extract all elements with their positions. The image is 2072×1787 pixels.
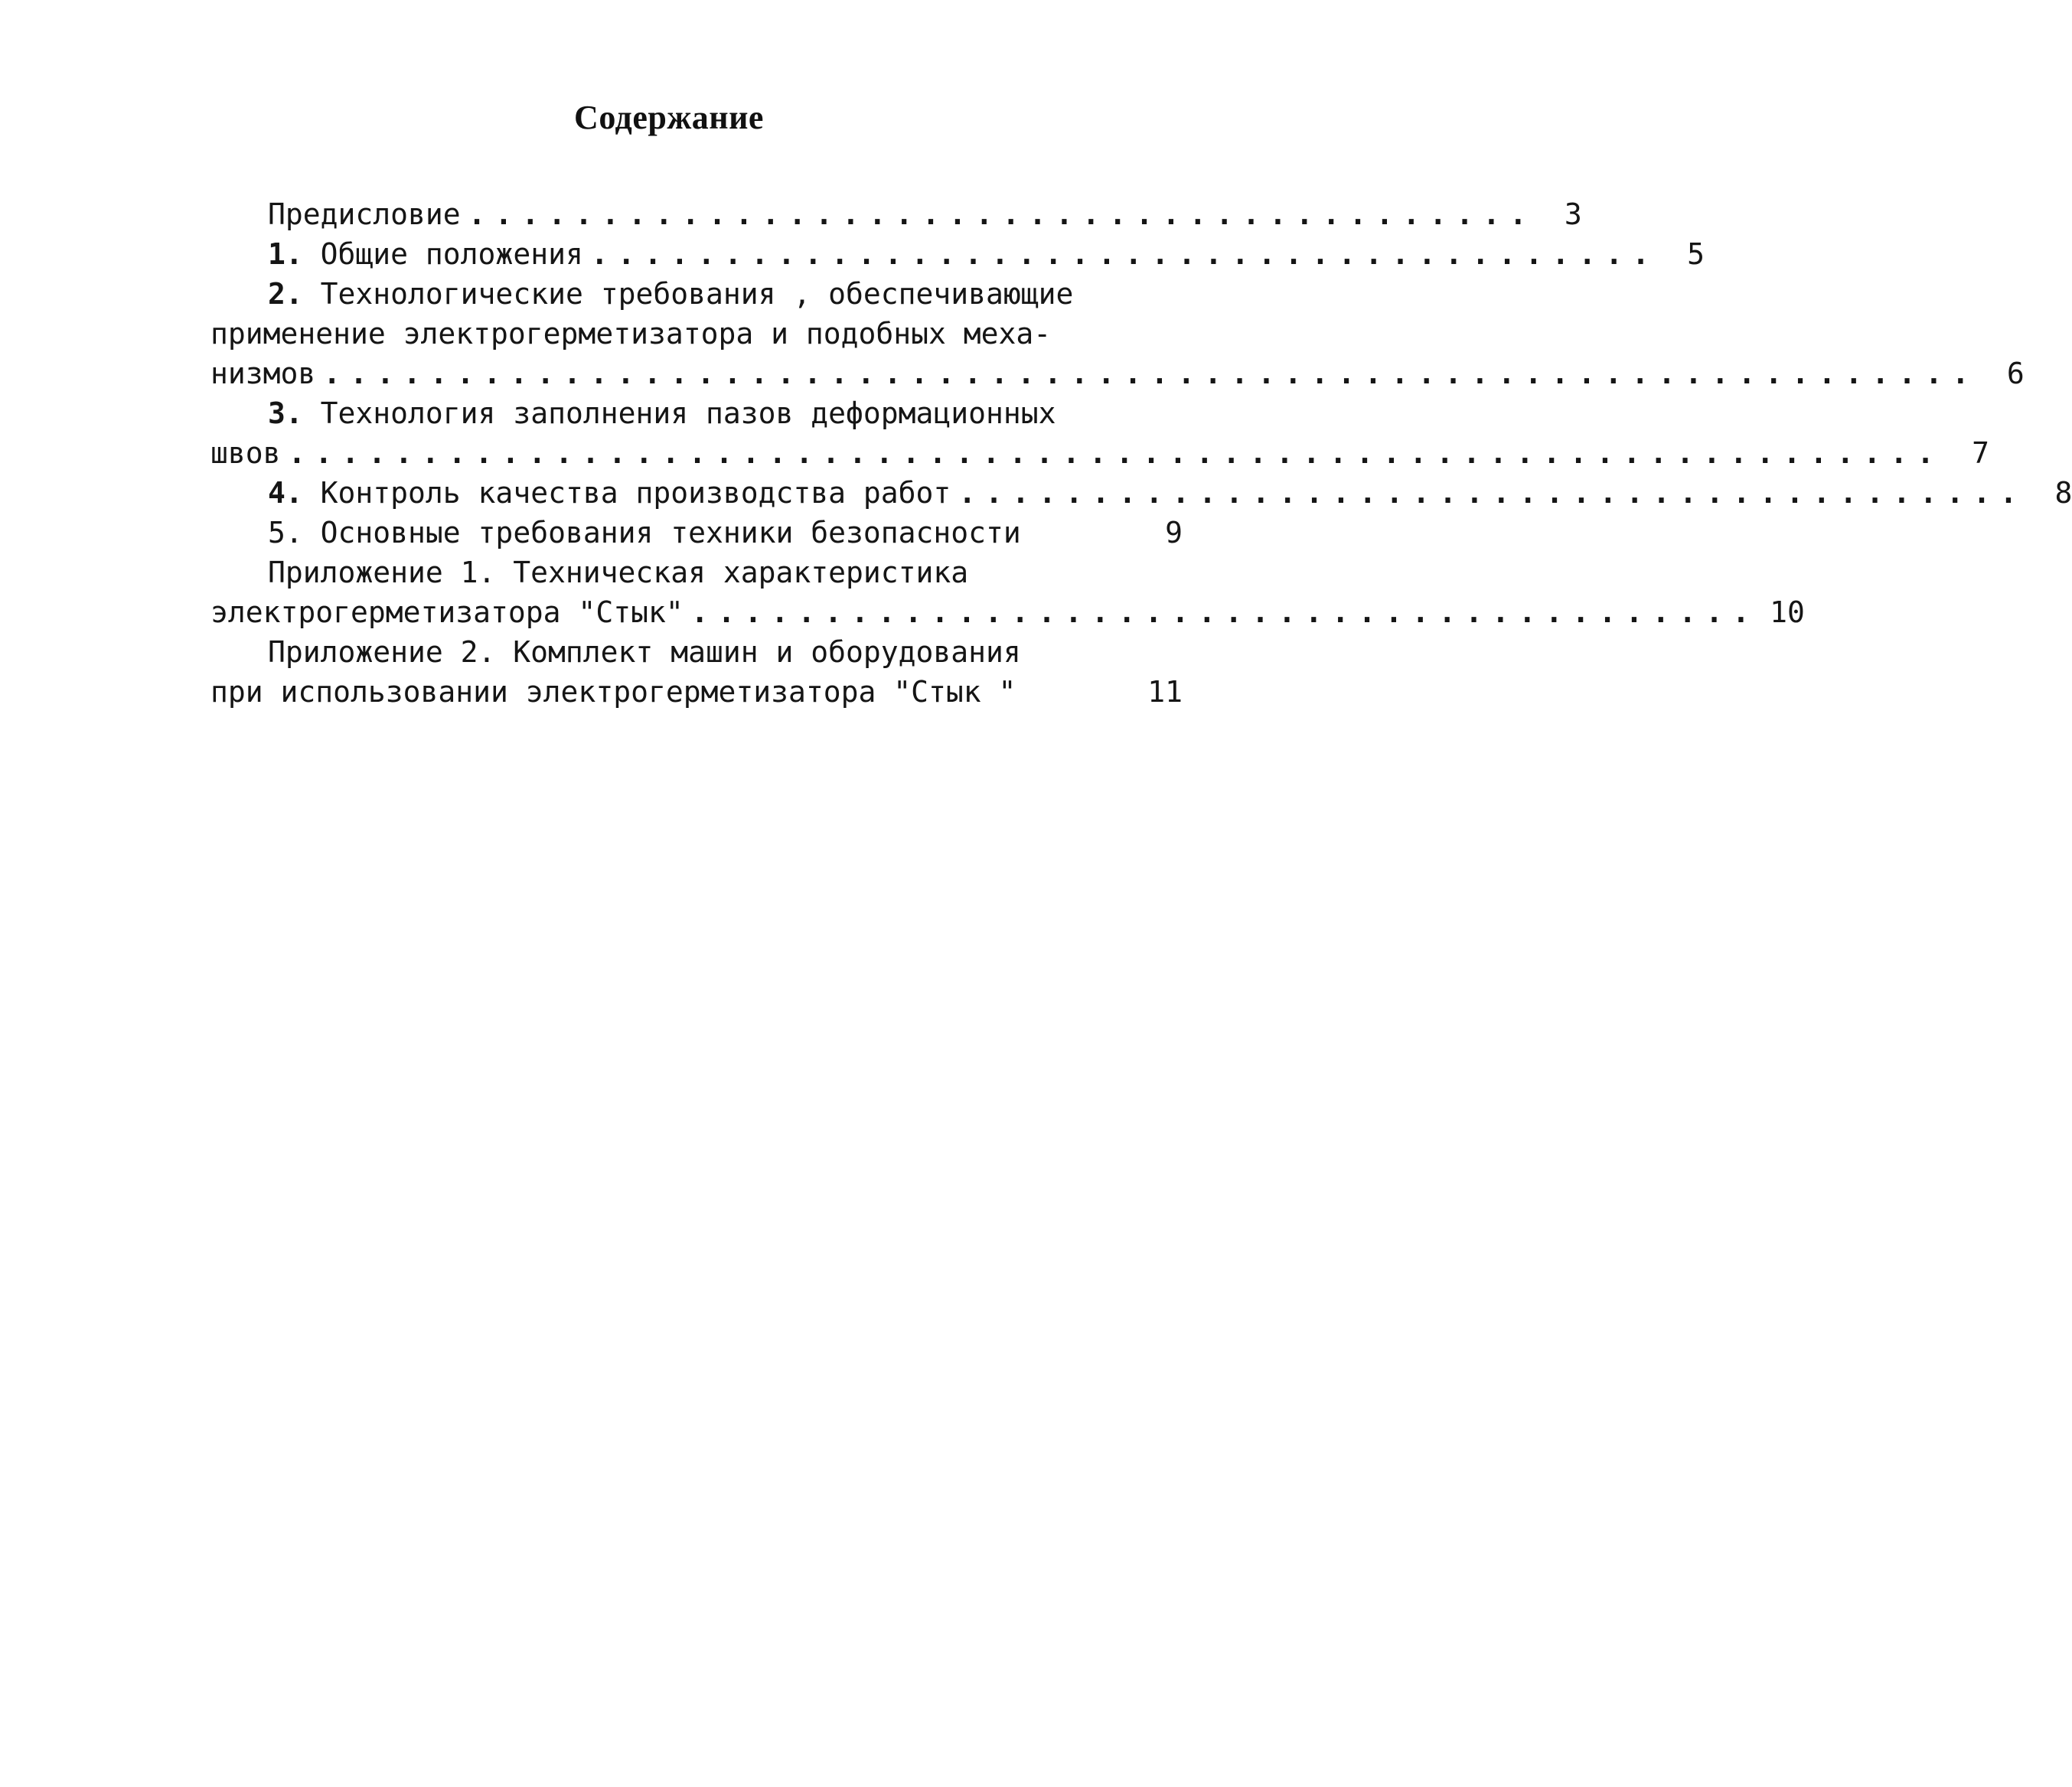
toc-page-number: 10 <box>1770 595 1805 629</box>
toc-entry-text-line: Приложение 2. Комплект машин и оборудования <box>268 635 1021 669</box>
toc-entry-number: 2. <box>268 277 303 311</box>
toc-entry-number: 3. <box>268 396 303 430</box>
dot-leader: .............................................................. <box>288 436 1943 470</box>
toc-page-number: 8 <box>2054 476 2072 510</box>
toc-entry-text <box>303 474 951 512</box>
toc-entry-number: 4. <box>268 476 303 510</box>
toc-entry-text-line: Технологические требования , обеспечивающие <box>320 277 1074 311</box>
toc-entry-text-line: Контроль качества производства работ <box>320 476 951 510</box>
toc-page-number: 6 <box>2006 357 2025 390</box>
toc-page-number: 11 <box>1147 675 1183 709</box>
toc-entry-4 <box>268 474 2072 512</box>
toc-entry-text-line: Общие положения <box>320 237 583 271</box>
toc-entry-text-line: при использовании электрогерметизатора "Стык " <box>210 675 1016 709</box>
dot-leader: ........................................ <box>690 595 1759 629</box>
toc-entry-3-line-2 <box>210 434 1989 472</box>
dot-leader: .............................................................. <box>323 357 1979 390</box>
toc-entry-number: 1. <box>268 237 303 271</box>
toc-entry-text <box>303 514 1021 552</box>
dot-leader: ........................................ <box>468 197 1536 231</box>
toc-entry-appendix-2-line-1 <box>268 633 1156 671</box>
toc-entry-number: 5. <box>268 516 303 549</box>
toc-entry-appendix-1-line-1 <box>268 553 1156 592</box>
toc-entry-text-line: применение электрогерметизатора и подобных меха- <box>210 317 1052 351</box>
toc-entry-preface <box>268 195 1582 233</box>
toc-page-number: 7 <box>1972 436 1989 470</box>
toc-entry-text-line: Основные требования техники безопасности <box>320 516 1021 549</box>
toc-entry-text <box>303 235 583 273</box>
toc-page-number: 5 <box>1687 237 1705 271</box>
toc-entry-appendix-1-line-2 <box>210 593 1805 631</box>
toc-entry-text-line: электрогерметизатора "Стык" <box>210 595 684 629</box>
toc-entry-5 <box>268 514 1183 552</box>
toc-entry-2-line-1 <box>268 275 1156 313</box>
toc-entry-text: Предисловие <box>268 197 461 231</box>
toc-entry-text-line: швов <box>210 436 281 470</box>
toc-entry-2-line-2 <box>210 315 1183 353</box>
toc-entry-text-line: Приложение 1. Техническая характеристика <box>268 556 969 589</box>
toc-entry-2-line-3 <box>210 354 2025 393</box>
toc-page-number: 9 <box>1165 516 1183 549</box>
toc-entry-text <box>303 275 1074 313</box>
dot-leader: ........................................ <box>958 476 2027 510</box>
toc-entry-1 <box>268 235 1705 273</box>
toc-entry-text-line: Технология заполнения пазов деформационных <box>320 396 1056 430</box>
toc-entry-appendix-2-line-2 <box>210 673 1183 711</box>
toc-page-number: 3 <box>1564 197 1582 231</box>
dot-leader: ........................................ <box>590 237 1659 271</box>
toc-entry-3-line-1 <box>268 394 1156 432</box>
toc-entry-text <box>303 394 1056 432</box>
toc-entry-text-line: низмов <box>210 357 316 390</box>
page-title: Содержание <box>574 99 764 136</box>
